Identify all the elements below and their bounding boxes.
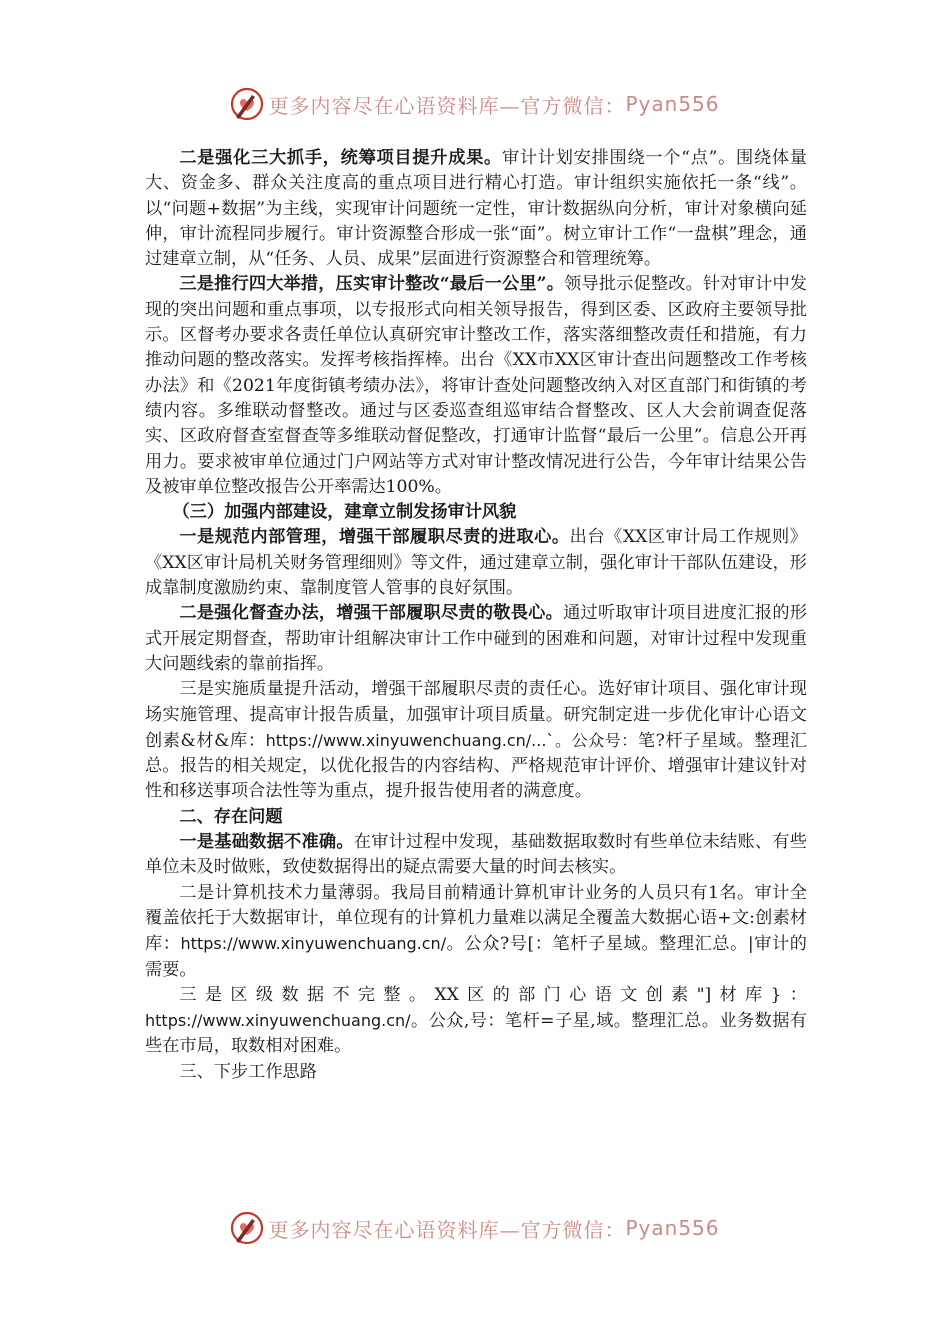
paragraph-body: 在审计过程中发现，基础数据取数时有些单位未结账、有些单位未及时做账，致使数据得出的疑点需要大量的时间去核实。: [145, 832, 807, 878]
paragraph: [145, 525, 807, 601]
pen-heart-logo-icon: [230, 1211, 264, 1245]
watermark-text: 更多内容尽在心语资料库—官方微信：: [268, 1217, 626, 1242]
paragraph-lead: 三是推行四大举措，压实审计整改“最后一公里”。: [179, 274, 565, 295]
paragraph-lead: 一是规范内部管理，增强干部履职尽责的进取心。: [179, 527, 570, 548]
paragraph-text: 三是区级数据不完整。XX区的部门心语文创素"]材库}：: [179, 984, 807, 1005]
website-url: https://www.xinyuwenchuang.cn/: [145, 1011, 411, 1031]
paragraph-body: 出台《XX区审计局工作规则》《XX区审计局机关财务管理细则》等文件，通过建章立制，强化审计干部队伍建设，形成靠制度激励约束、靠制度管人管事的良好氛围。: [145, 527, 807, 599]
paragraph-text: 。公众,号：笔杆=子星,域。整理汇总。业务数据有些在市局，取数相对困难。: [145, 1011, 807, 1057]
paragraph-text: 二是计算机技术力量薄弱。我局目前精通计算机审计业务的人员只有1名。审计全覆盖依托于大数据审计，单位现有的计算机力量难以满足全覆盖大数据心语+文:创素材库：: [145, 882, 807, 955]
section-heading: 三、下步工作思路: [179, 1061, 317, 1082]
header-watermark: [0, 84, 950, 124]
paragraph-body: 通过听取审计项目进度汇报的形式开展定期督查，帮助审计组解决审计工作中碰到的困难和问题，对审计过程中发现重大问题线索的靠前指挥。: [145, 603, 807, 674]
paragraph-text: 三是实施质量提升活动，增强干部履职尽责的责任心。选好审计项目、强化审计现场实施管理、提高审计报告质量，加强审计项目质量。研究制定进一步优化审计心语文创素&材&库：: [145, 679, 807, 751]
website-url: https://www.xinyuwenchuang.cn/...`。公众号：: [265, 730, 638, 750]
paragraph-lead: 二是强化三大抓手，统筹项目提升成果。: [179, 148, 502, 168]
paragraph: [145, 983, 807, 1060]
paragraph-body: 审计计划安排围绕一个“点”。围绕体量大、资金多、群众关注度高的重点项目进行精心打造。审计组织实施依托一条“线”。以“问题+数据”为主线，实现审计问题统一定性，审计数据纵向分析，审计对象横向延伸，审计流程同步履行。审计资源整合形成一张“面”。树立审计工作“一盘棋”理念，通过建章立制，从“任务、人员、成果”层面进行资源整合和管理统筹。: [145, 148, 807, 270]
paragraph-body: 领导批示促整改。针对审计中发现的突出问题和重点事项，以专报形式向相关领导报告，得到区委、区政府主要领导批示。区督考办要求各责任单位认真研究审计整改工作，落实落细整改责任和措施，有力推动问题的整改落实。发挥考核指挥棒。出台《XX市XX区审计查出问题整改工作考核办法》和《2021年度街镇考绩办法》，将审计查处问题整改纳入对区直部门和街镇的考绩内容。多维联动督整改。通过与区委巡查组巡审结合督整改、区人大会前调查促落实、区政府督查室督查等多维联动督促整改，打通审计监督“最后一公里”。信息公开再用力。要求被审单位通过门户网站等方式对审计整改情况进行公告，今年审计结果公告及被审单位整改报告公开率需达100%。: [145, 274, 807, 497]
website-url: https://www.xinyuwenchuang.cn/: [180, 934, 447, 954]
paragraph: [145, 830, 807, 881]
watermark-text: 更多内容尽在心语资料库—官方微信：: [268, 93, 626, 118]
paragraph: [145, 272, 807, 500]
paragraph-text: 笔?杆子星域。整理汇总。报告的相关规定，以优化报告的内容结构、严格规范审计评价、增强审计建议针对性和移送事项合法性等为重点，提升报告使用者的满意度。: [145, 730, 807, 802]
paragraph-lead: 一是基础数据不准确。: [179, 832, 354, 853]
paragraph: [145, 677, 807, 804]
paragraph: [145, 601, 807, 677]
section-heading: 二、存在问题: [179, 806, 283, 827]
watermark-wechat-id: Pyan556: [625, 92, 720, 116]
paragraph: [145, 146, 807, 272]
paragraph: [145, 881, 807, 983]
footer-watermark: [0, 1208, 950, 1248]
section-heading: （三）加强内部建设，建章立制发扬审计风貌: [172, 502, 517, 523]
paragraph-lead: 二是强化督查办法，增强干部履职尽责的敬畏心。: [179, 603, 564, 624]
watermark-wechat-id: Pyan556: [625, 1216, 720, 1240]
paragraph-text: 。公众?号[：笔杆子星域。整理汇总。|审计的需要。: [145, 934, 807, 980]
document-body: [145, 146, 807, 1085]
pen-heart-logo-icon: [230, 87, 264, 121]
